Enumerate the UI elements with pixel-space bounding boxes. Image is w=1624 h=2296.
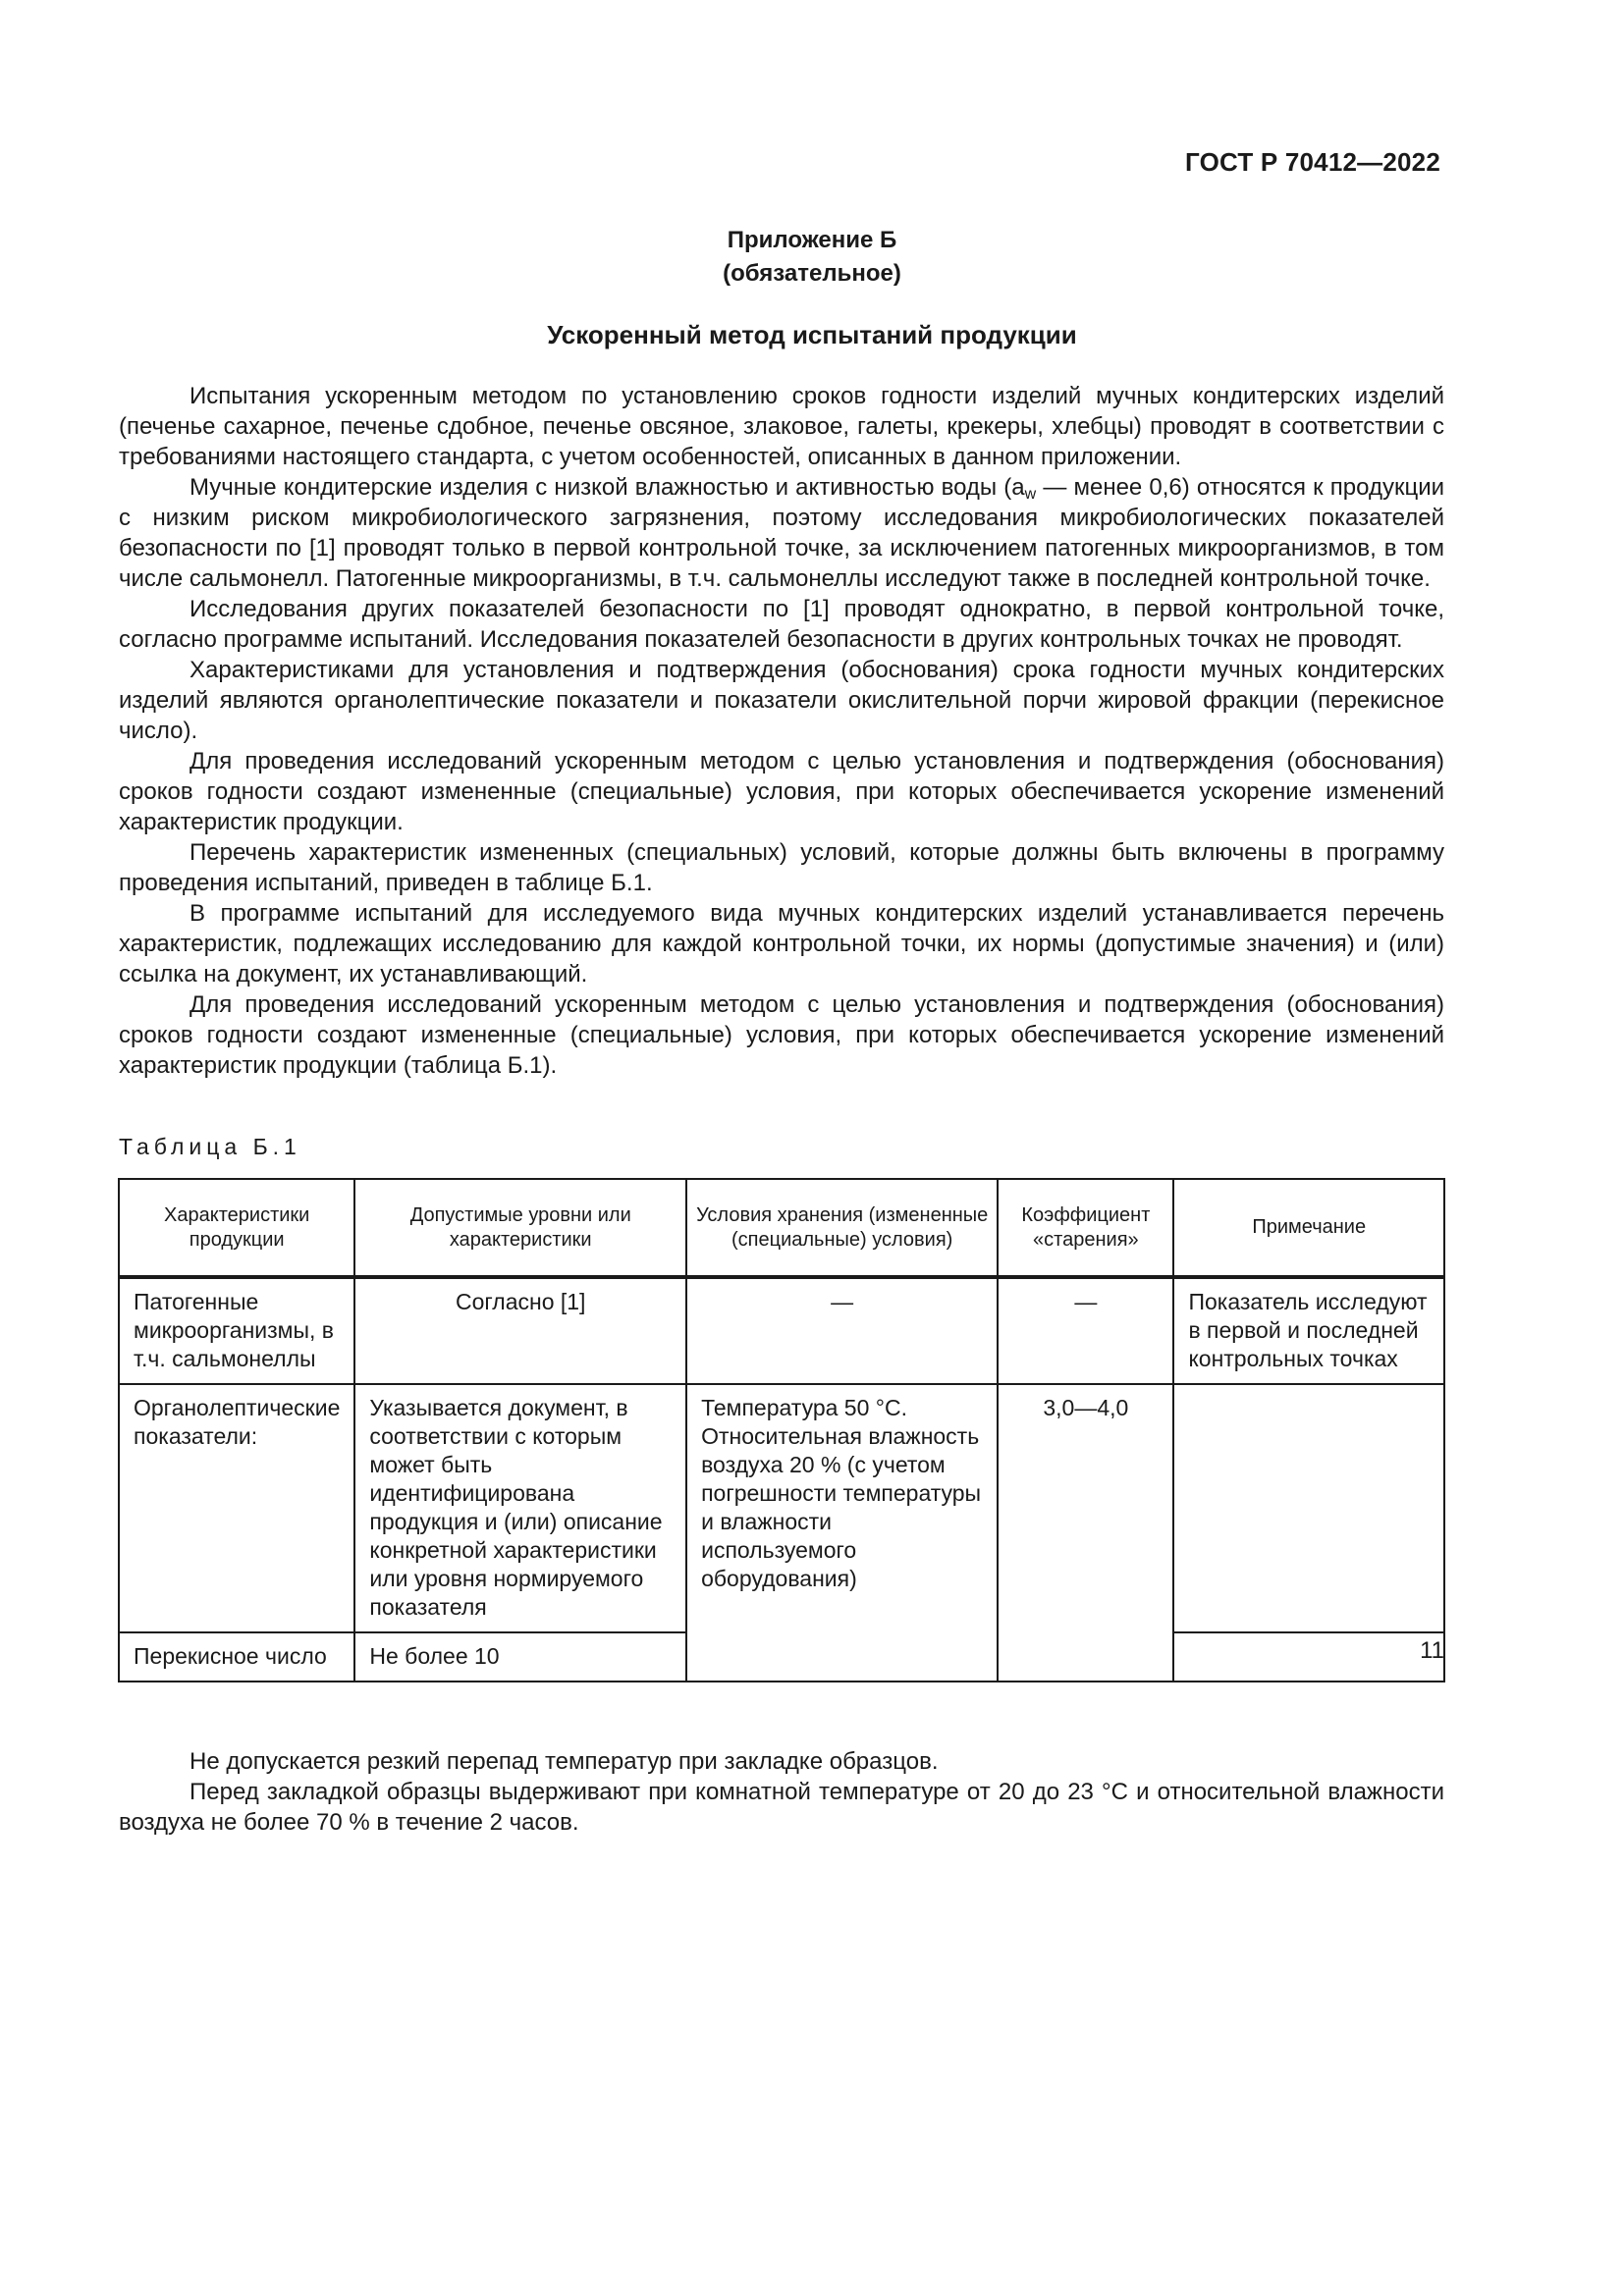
table-row — [119, 1277, 1444, 1384]
paragraph: Перед закладкой образцы выдерживают при комнатной температуре от 20 до 23 °С и относительной влажности воздуха не более 70 % в течение 2 часов. — [119, 1779, 1444, 1836]
cell — [1173, 1632, 1444, 1682]
appendix-title: Приложение Б — [727, 227, 897, 253]
header-characteristics: Характеристики продукции — [119, 1179, 354, 1277]
paragraph: Испытания ускоренным методом по установлению сроков годности изделий мучных кондитерских изделий (печенье сахарное, печенье сдобное, печенье овсяное, злаковое, галеты, крекеры, хлебцы) проводят в соответствии с требованиями настоящего стандарта, с учетом особенностей, описанных в данном приложении. — [119, 383, 1444, 470]
header-note: Примечание — [1173, 1179, 1444, 1277]
cell: Не более 10 — [354, 1632, 686, 1682]
appendix-title-block — [0, 224, 1624, 291]
cell-coefficient-merged: 3,0—4,0 — [998, 1384, 1173, 1682]
appendix-status: (обязательное) — [723, 260, 901, 287]
section-heading: Ускоренный метод испытаний продукции — [547, 320, 1077, 349]
aw-subscript: w — [1024, 486, 1037, 503]
paragraph-aw — [119, 472, 1444, 594]
table-header-row — [119, 1179, 1444, 1277]
conditions-table — [118, 1178, 1445, 1682]
paragraph: Характеристиками для установления и подтверждения (обоснования) срока годности мучных кондитерских изделий являются органолептические показатели и показатели окислительной порчи жировой фракции (перекисное число). — [119, 657, 1444, 744]
cell: Перекисное число — [119, 1632, 354, 1682]
paragraph: Исследования других показателей безопасности по [1] проводят однократно, в первой контрольной точке, согласно программе испытаний. Исследования показателей безопасности в других контрольных точках не проводят. — [119, 596, 1444, 653]
paragraph: В программе испытаний для исследуемого вида мучных кондитерских изделий устанавливается перечень характеристик, подлежащих исследованию для каждой контрольной точки, их нормы (допустимые значения) и (или) ссылка на документ, их устанавливающий. — [119, 900, 1444, 988]
cell: Согласно [1] — [354, 1277, 686, 1384]
paragraph: Не допускается резкий перепад температур при закладке образцов. — [189, 1748, 939, 1775]
body-text — [119, 381, 1444, 1081]
cell: Органолептические показатели: — [119, 1384, 354, 1632]
after-table-text — [119, 1746, 1444, 1838]
cell: Указывается документ, в соответствии с которым может быть идентифицирована продукция и (или) описание конкретной характеристики или уровня нормируемого показателя — [354, 1384, 686, 1632]
cell — [1173, 1384, 1444, 1632]
page-number: 11 — [1420, 1637, 1444, 1664]
cell: — — [686, 1277, 998, 1384]
cell: Показатель исследуют в первой и последней контрольных точках — [1173, 1277, 1444, 1384]
cell: Патогенные микроорганизмы, в т.ч. сальмонеллы — [119, 1277, 354, 1384]
header-levels: Допустимые уровни или характеристики — [354, 1179, 686, 1277]
table-row — [119, 1384, 1444, 1632]
header-aging-coefficient: Коэффициент «старения» — [998, 1179, 1173, 1277]
paragraph: Для проведения исследований ускоренным методом с целью установления и подтверждения (обоснования) сроков годности создают измененные (специальные) условия, при которых обеспечивается ускорение изменений характеристик продукции. — [119, 748, 1444, 835]
aw-rest: — менее 0,6) относятся к продукции с низким риском микробиологического загрязнения, поэтому исследования микробиологических показателей безопасности по [1] проводят только в первой контрольной точке, за исключением патогенных микроорганизмов, в том числе сальмонелл. Патогенные микроорганизмы, в т.ч. сальмонеллы исследуют также в последней контрольной точке. — [119, 474, 1445, 592]
table-caption: Таблица Б.1 — [119, 1134, 301, 1159]
paragraph: Для проведения исследований ускоренным методом с целью установления и подтверждения (обоснования) сроков годности создают измененные (специальные) условия, при которых обеспечивается ускорение изменений характеристик продукции (таблица Б.1). — [119, 991, 1444, 1079]
aw-intro: Мучные кондитерские изделия с низкой влажностью и активностью воды (a — [189, 474, 1025, 501]
standard-number: ГОСТ Р 70412—2022 — [1185, 147, 1440, 177]
cell: — — [998, 1277, 1173, 1384]
cell-storage-merged: Температура 50 °С. Относительная влажность воздуха 20 % (с учетом погрешности температуры и влажности используемого оборудования) — [686, 1384, 998, 1682]
paragraph: Перечень характеристик измененных (специальных) условий, которые должны быть включены в программу проведения испытаний, приведен в таблице Б.1. — [119, 839, 1444, 896]
header-storage-conditions: Условия хранения (измененные (специальные) условия) — [686, 1179, 998, 1277]
